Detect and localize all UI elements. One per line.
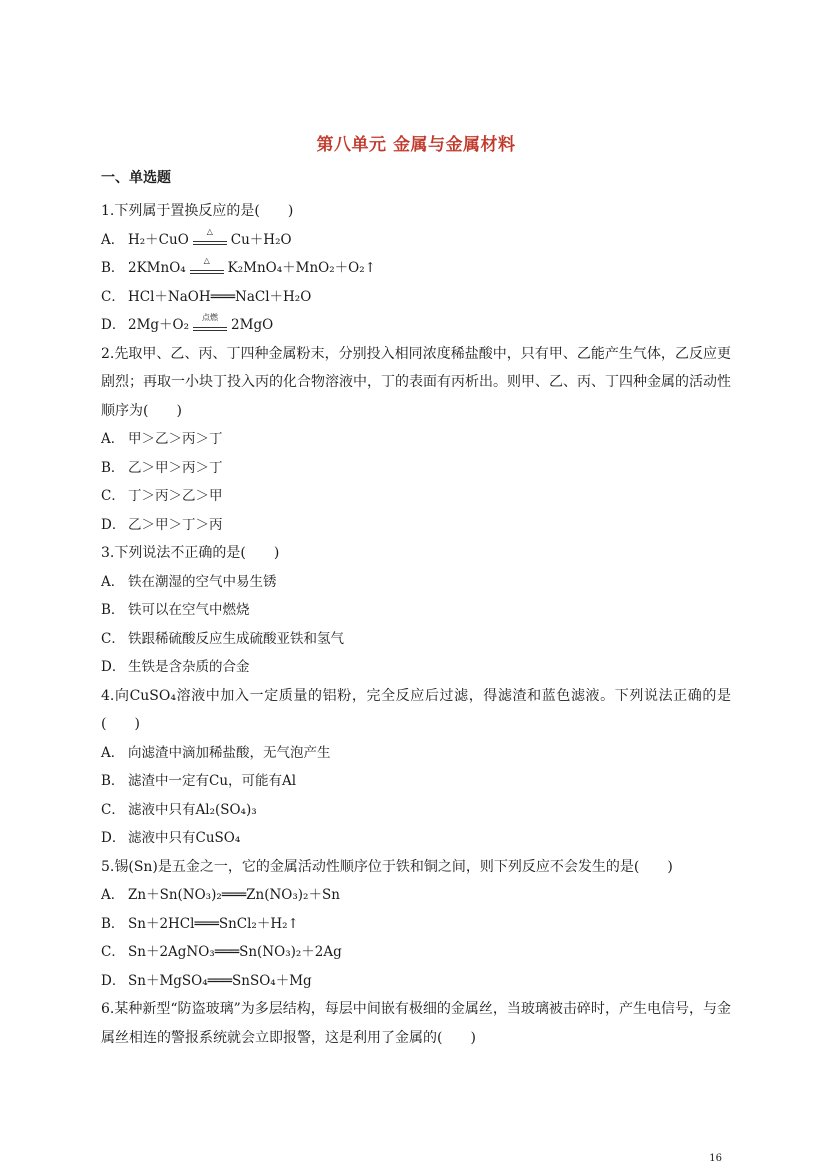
option-a	[101, 226, 731, 255]
option-text: Sn＋MgSO₄═══SnSO₄＋Mg	[128, 972, 312, 989]
option-label: A．	[101, 887, 125, 903]
option-label: D．	[101, 659, 126, 675]
question-stem: 4.向CuSO₄溶液中加入一定质量的铝粉，完全反应后过滤，得滤渣和蓝色滤液。下列说法正确的是( )	[101, 687, 731, 732]
option-d	[101, 824, 731, 853]
document-page	[101, 120, 731, 1052]
question-6	[101, 995, 731, 1052]
equation-right: Cu＋H₂O	[230, 231, 292, 248]
equation-left: 2Mg＋O₂	[128, 317, 190, 333]
question-stem: 5.锡(Sn)是五金之一，它的金属活动性顺序位于铁和铜之间，则下列反应不会发生的是( )	[101, 858, 673, 875]
option-b	[101, 596, 731, 625]
option-text: 滤液中只有CuSO₄	[128, 830, 241, 846]
question-stem: 1.下列属于置换反应的是( )	[101, 203, 294, 219]
option-a	[101, 568, 731, 597]
equation-right: 2MgO	[231, 317, 274, 333]
option-label: C．	[101, 288, 125, 305]
option-d	[101, 311, 731, 340]
option-c	[101, 283, 731, 312]
option-text: 甲＞乙＞丙＞丁	[128, 431, 223, 447]
option-text: Sn＋2AgNO₃═══Sn(NO₃)₂＋2Ag	[128, 944, 342, 960]
question-4	[101, 682, 731, 853]
option-label: D．	[101, 830, 126, 846]
option-a	[101, 425, 731, 454]
option-label: A．	[101, 744, 125, 761]
option-label: B．	[101, 459, 125, 476]
question-stem: 2.先取甲、乙、丙、丁四种金属粉末，分别投入相同浓度稀盐酸中，只有甲、乙能产生气体，乙反应更剧烈；再取一小块丁投入丙的化合物溶液中，丁的表面有丙析出。则甲、乙、丙、丁四种金属的活动性顺序为( )	[101, 345, 731, 419]
option-text: Zn＋Sn(NO₃)₂═══Zn(NO₃)₂＋Sn	[128, 887, 340, 903]
reaction-arrow	[189, 227, 231, 247]
option-label: B．	[101, 773, 125, 789]
option-a	[101, 739, 731, 768]
option-label: C．	[101, 801, 125, 818]
option-d	[101, 511, 731, 540]
question-5	[101, 853, 731, 996]
option-label: C．	[101, 488, 125, 504]
option-label: B．	[101, 260, 125, 276]
option-text: 滤渣中一定有Cu，可能有Al	[128, 773, 297, 789]
option-b	[101, 910, 731, 939]
option-text: 乙＞甲＞丁＞丙	[128, 516, 223, 533]
option-text: 向滤渣中滴加稀盐酸，无气泡产生	[128, 744, 331, 761]
page-number: 16	[709, 1153, 722, 1164]
question-2	[101, 340, 731, 540]
option-text: HCl＋NaOH═══NaCl＋H₂O	[128, 288, 312, 305]
option-text: 生铁是含杂质的合金	[128, 659, 250, 675]
option-label: D．	[101, 317, 126, 333]
option-label: B．	[101, 602, 125, 618]
option-text: 铁跟稀硫酸反应生成硫酸亚铁和氢气	[128, 630, 344, 647]
condition-heat: △	[206, 227, 213, 236]
option-text: 乙＞甲＞丙＞丁	[128, 459, 223, 476]
option-b	[101, 454, 731, 483]
option-text: 铁在潮湿的空气中易生锈	[128, 573, 277, 590]
equation-left: H₂＋CuO	[128, 231, 189, 248]
reaction-arrow	[186, 255, 228, 276]
option-text: 丁＞丙＞乙＞甲	[128, 488, 223, 504]
condition-heat: △	[203, 255, 210, 265]
option-c	[101, 625, 731, 654]
question-stem: 3.下列说法不正确的是( )	[101, 545, 280, 561]
question-stem: 6.某种新型“防盗玻璃”为多层结构，每层中间嵌有极细的金属丝，当玻璃被击碎时，产生电信号，与金属丝相连的警报系统就会立即报警，这是利用了金属的( )	[101, 1001, 731, 1046]
option-label: A．	[101, 231, 125, 248]
section-heading: 一、单选题	[101, 170, 171, 186]
option-c	[101, 482, 731, 511]
option-c	[101, 796, 731, 825]
option-d	[101, 653, 731, 682]
option-c	[101, 938, 731, 967]
question-1	[101, 197, 731, 340]
option-label: A．	[101, 573, 125, 590]
equation-left: 2KMnO₄	[128, 260, 186, 276]
option-label: B．	[101, 915, 125, 932]
option-label: A．	[101, 431, 125, 447]
document-title: 第八单元 金属与金属材料	[316, 135, 516, 155]
reaction-arrow	[189, 312, 231, 333]
option-text: Sn＋2HCl═══SnCl₂＋H₂↑	[128, 915, 299, 932]
option-d	[101, 967, 731, 996]
option-label: C．	[101, 944, 125, 960]
option-b	[101, 254, 731, 283]
equation-right: K₂MnO₄＋MnO₂＋O₂↑	[227, 260, 376, 276]
condition-ignite: 点燃	[202, 312, 219, 322]
option-b	[101, 767, 731, 796]
question-3	[101, 539, 731, 682]
option-text: 铁可以在空气中燃烧	[128, 602, 250, 618]
option-label: C．	[101, 630, 125, 647]
option-label: D．	[101, 516, 126, 533]
option-text: 滤液中只有Al₂(SO₄)₃	[128, 801, 257, 818]
option-label: D．	[101, 972, 126, 989]
option-a	[101, 881, 731, 910]
